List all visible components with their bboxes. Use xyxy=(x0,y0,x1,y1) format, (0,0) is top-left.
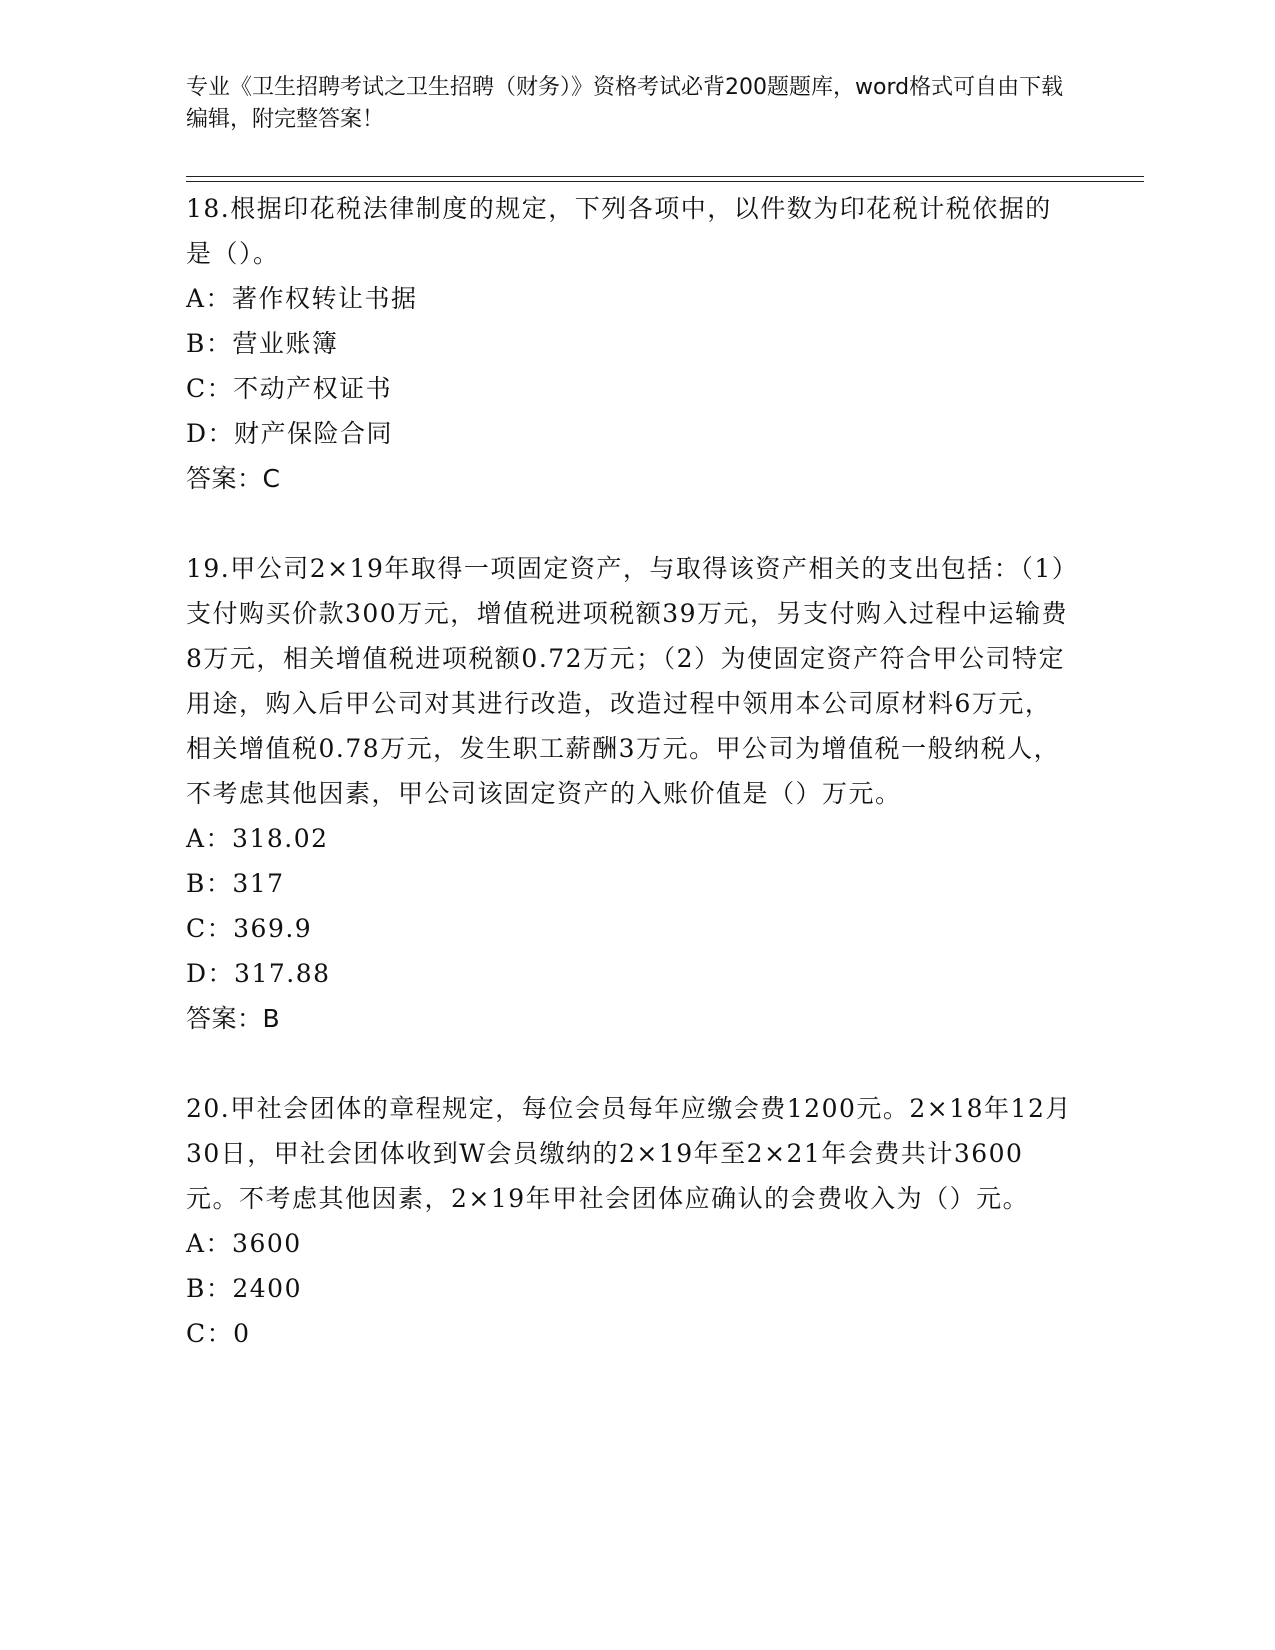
document-header: 专业《卫生招聘考试之卫生招聘（财务）》资格考试必背200题题库，word格式可自由下载编辑，附完整答案！ xyxy=(186,75,1064,132)
option-b: B：317 xyxy=(186,869,285,898)
option-c: C：不动产权证书 xyxy=(186,374,393,403)
option-b: B：2400 xyxy=(186,1274,302,1303)
option-a: A：318.02 xyxy=(186,824,329,853)
option-c: C：369.9 xyxy=(186,914,313,943)
option-d: D：317.88 xyxy=(186,959,331,988)
question-stem: 19.甲公司2×19年取得一项固定资产，与取得该资产相关的支出包括：（1）支付购买价款300万元，增值税进项税额39万元，另支付购入过程中运输费8万元，相关增值税进项税额0.72万元；（2）为使固定资产符合甲公司特定用途，购入后甲公司对其进行改造，改造过程中领用本公司原材料6万元，相关增值税0.78万元，发生职工薪酬3万元。甲公司为增值税一般纳税人，不考虑其他因素，甲公司该固定资产的入账价值是（）万元。 xyxy=(186,554,1069,808)
question-18 xyxy=(186,186,1076,501)
option-b: B：营业账簿 xyxy=(186,329,339,358)
answer-text: 答案：C xyxy=(186,464,281,493)
question-20 xyxy=(186,1086,1076,1356)
header-divider-bottom xyxy=(186,181,1144,182)
header-divider-top xyxy=(186,176,1144,177)
question-19 xyxy=(186,546,1076,1041)
question-stem: 20.甲社会团体的章程规定，每位会员每年应缴会费1200元。2×18年12月30日，甲社会团体收到W会员缴纳的2×19年至2×21年会费共计3600元。不考虑其他因素，2×19年甲社会团体应确认的会费收入为（）元。 xyxy=(186,1094,1072,1213)
question-stem: 18.根据印花税法律制度的规定，下列各项中，以件数为印花税计税依据的是（）。 xyxy=(186,194,1052,268)
option-a: A：著作权转让书据 xyxy=(186,284,418,313)
option-a: A：3600 xyxy=(186,1229,302,1258)
question-list xyxy=(186,186,1076,1356)
answer-text: 答案：B xyxy=(186,1004,281,1033)
option-d: D：财产保险合同 xyxy=(186,419,394,448)
option-c: C：0 xyxy=(186,1319,251,1348)
